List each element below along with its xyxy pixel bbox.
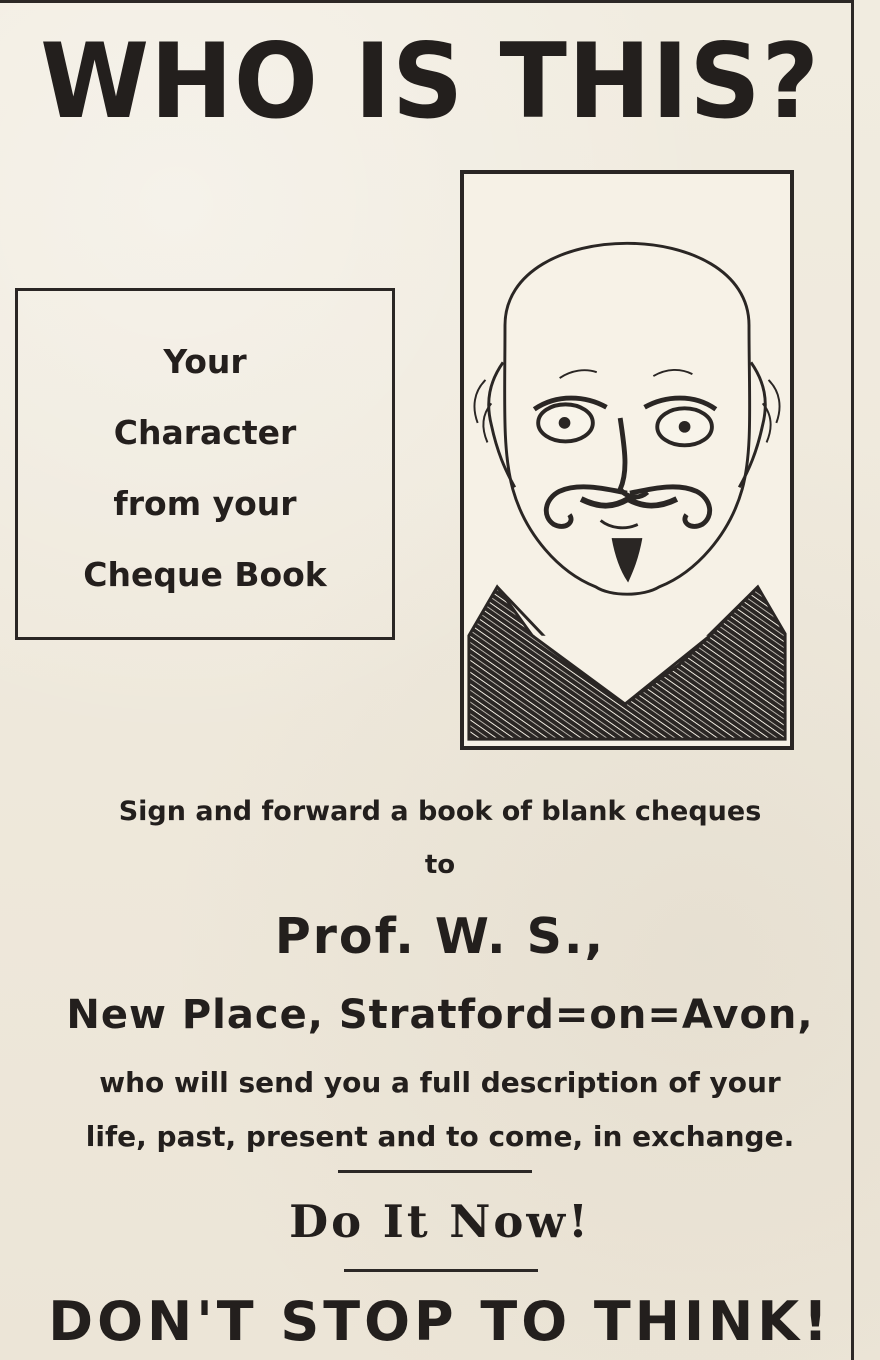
callout-line-2: Character (113, 413, 297, 452)
recipient-address: New Place, Stratford=on=Avon, (66, 992, 814, 1038)
portrait-frame (460, 170, 794, 750)
recipient-name: Prof. W. S., (274, 908, 606, 965)
callout-line-3: from your (113, 484, 297, 523)
divider-rule-top (338, 1170, 532, 1173)
callout-line-1: Your (163, 342, 247, 381)
caricature-portrait-icon (464, 174, 790, 746)
description-line-1: who will send you a full description of your (99, 1066, 781, 1099)
character-callout-box (15, 288, 395, 640)
top-border-rule (0, 0, 852, 3)
page-title: WHO IS THIS? (40, 22, 820, 142)
to-line: to (424, 850, 456, 880)
callout-line-4: Cheque Book (83, 555, 327, 594)
instruction-line: Sign and forward a book of blank cheques (118, 796, 762, 827)
call-to-action: Do It Now! (289, 1195, 591, 1248)
right-border-rule (851, 0, 854, 1360)
divider-rule-bottom (344, 1269, 538, 1272)
description-line-2: life, past, present and to come, in exchange. (85, 1120, 795, 1153)
footer-slogan: DON'T STOP TO THINK! (48, 1290, 832, 1353)
